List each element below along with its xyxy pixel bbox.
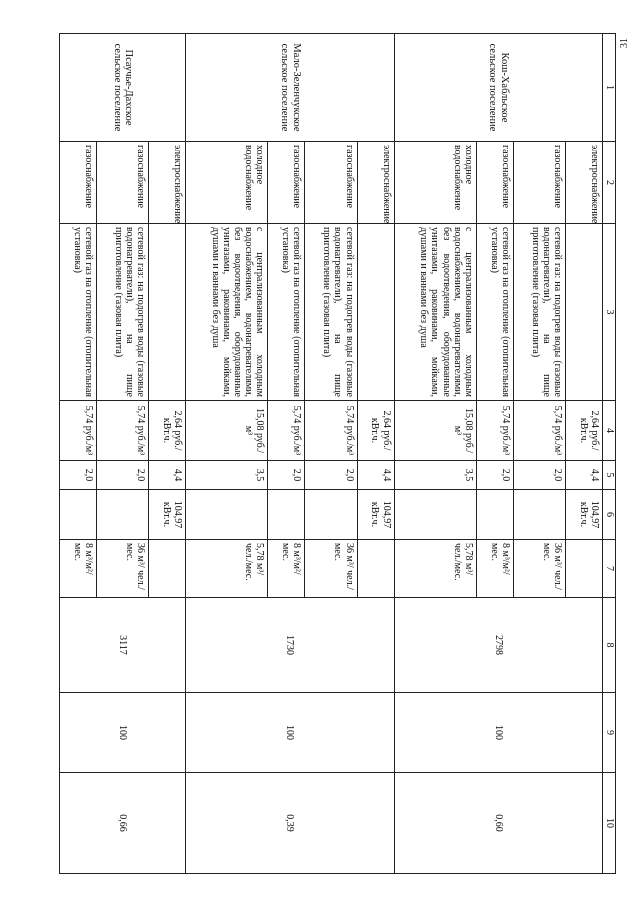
header-cell: 2 <box>603 142 616 224</box>
col10-cell: 0,60 <box>394 773 602 874</box>
header-cell: 1 <box>603 34 616 142</box>
col5-cell: 2,0 <box>97 461 149 490</box>
table-row <box>357 34 394 874</box>
header-cell: 5 <box>603 461 616 490</box>
price-cell: 5,74 руб./м³ <box>476 401 513 461</box>
col5-cell: 2,0 <box>305 461 357 490</box>
page-number: 31 <box>619 38 630 48</box>
col7-cell: 36 м³/ чел./мес. <box>97 540 149 598</box>
service-cell: холодное водоснабжение <box>186 142 268 224</box>
table-row <box>566 34 603 874</box>
col9-cell: 100 <box>60 693 186 773</box>
desc-cell: сетевой газ: на подогрев воды (газовые водонагреватели), на пище приготовление (газовая плита) <box>513 224 565 401</box>
price-cell: 2,64 руб./кВт.ч. <box>357 401 394 461</box>
col5-cell: 4,4 <box>566 461 603 490</box>
service-cell: газоснабжение <box>513 142 565 224</box>
col5-cell: 3,5 <box>186 461 268 490</box>
desc-cell <box>566 224 603 401</box>
service-cell: газоснабжение <box>268 142 305 224</box>
header-cell: 9 <box>603 693 616 773</box>
header-cell: 3 <box>603 224 616 401</box>
col8-cell: 3117 <box>60 598 186 693</box>
price-cell: 2,64 руб./кВт.ч. <box>566 401 603 461</box>
desc-cell: с централизованным холодным водоснабжением, водонагревателями, без водоотведения, оборудованные унитазами, раковинами, мойками, душами и ваннами без душа <box>394 224 476 401</box>
col5-cell: 2,0 <box>476 461 513 490</box>
col5-cell: 4,4 <box>149 461 186 490</box>
desc-cell: сетевой газ на отопление (отопительная установка) <box>60 224 97 401</box>
col7-cell: 8 м³/м²/ мес. <box>60 540 97 598</box>
col6-cell <box>60 490 97 540</box>
col6-cell <box>513 490 565 540</box>
price-cell: 5,74 руб./м³ <box>97 401 149 461</box>
price-cell: 2,64 руб./кВт.ч. <box>149 401 186 461</box>
service-cell: холодное водоснабжение <box>394 142 476 224</box>
desc-cell: сетевой газ: на подогрев воды (газовые водонагреватели), на пище приготовление (газовая плита) <box>305 224 357 401</box>
col5-cell: 2,0 <box>513 461 565 490</box>
col7-cell: 36 м³/ чел./мес. <box>305 540 357 598</box>
col6-cell <box>476 490 513 540</box>
col8-cell: 2798 <box>394 598 602 693</box>
desc-cell: с централизованным холодным водоснабжением, водонагревателями, без водоотведения, оборудованные унитазами, раковинами, мойками, душами и ваннами без душа <box>186 224 268 401</box>
col6-cell: 104,97 кВт.ч. <box>149 490 186 540</box>
service-cell: электроснабжение <box>149 142 186 224</box>
desc-cell: сетевой газ: на подогрев воды (газовые водонагреватели), на пище приготовление (газовая плита) <box>97 224 149 401</box>
col9-cell: 100 <box>394 693 602 773</box>
col6-cell <box>97 490 149 540</box>
col6-cell: 104,97 кВт.ч. <box>566 490 603 540</box>
price-cell: 15,08 руб./м³ <box>394 401 476 461</box>
col10-cell: 0,39 <box>186 773 394 874</box>
price-cell: 5,74 руб./м³ <box>60 401 97 461</box>
header-cell: 4 <box>603 401 616 461</box>
service-cell: газоснабжение <box>305 142 357 224</box>
header-cell: 8 <box>603 598 616 693</box>
col9-cell: 100 <box>186 693 394 773</box>
settlement-name: Псаучье-Дахское сельское поселение <box>60 34 186 142</box>
col7-cell: 8 м³/м²/ мес. <box>476 540 513 598</box>
col8-cell: 1730 <box>186 598 394 693</box>
service-cell: газоснабжение <box>60 142 97 224</box>
col5-cell: 4,4 <box>357 461 394 490</box>
service-cell: газоснабжение <box>97 142 149 224</box>
rotated-table-wrapper <box>59 33 616 873</box>
tariff-table <box>59 33 616 874</box>
settlement-name: Кош-Хабльское сельское поселение <box>394 34 602 142</box>
settlement-name: Мало-Зеленчукское сельское поселение <box>186 34 394 142</box>
price-cell: 15,08 руб./м³ <box>186 401 268 461</box>
col7-cell <box>357 540 394 598</box>
service-cell: газоснабжение <box>476 142 513 224</box>
header-cell: 6 <box>603 490 616 540</box>
col6-cell <box>268 490 305 540</box>
desc-cell: сетевой газ на отопление (отопительная установка) <box>268 224 305 401</box>
header-row <box>603 34 616 874</box>
col7-cell <box>149 540 186 598</box>
col6-cell <box>305 490 357 540</box>
col5-cell: 3,5 <box>394 461 476 490</box>
col5-cell: 2,0 <box>60 461 97 490</box>
table-row <box>149 34 186 874</box>
desc-cell <box>149 224 186 401</box>
desc-cell <box>357 224 394 401</box>
price-cell: 5,74 руб./м³ <box>513 401 565 461</box>
price-cell: 5,74 руб./м³ <box>268 401 305 461</box>
price-cell: 5,74 руб./м³ <box>305 401 357 461</box>
col10-cell: 0,66 <box>60 773 186 874</box>
col6-cell <box>394 490 476 540</box>
desc-cell: сетевой газ на отопление (отопительная установка) <box>476 224 513 401</box>
col7-cell: 8 м³/м²/ мес. <box>268 540 305 598</box>
header-cell: 10 <box>603 773 616 874</box>
header-cell: 7 <box>603 540 616 598</box>
col7-cell: 5,78 м³/ чел./мес. <box>394 540 476 598</box>
service-cell: электроснабжение <box>566 142 603 224</box>
col7-cell <box>566 540 603 598</box>
col6-cell: 104,97 кВт.ч. <box>357 490 394 540</box>
col6-cell <box>186 490 268 540</box>
col5-cell: 2,0 <box>268 461 305 490</box>
col7-cell: 5,78 м³/ чел./мес. <box>186 540 268 598</box>
col7-cell: 36 м³/ чел./мес. <box>513 540 565 598</box>
service-cell: электроснабжение <box>357 142 394 224</box>
